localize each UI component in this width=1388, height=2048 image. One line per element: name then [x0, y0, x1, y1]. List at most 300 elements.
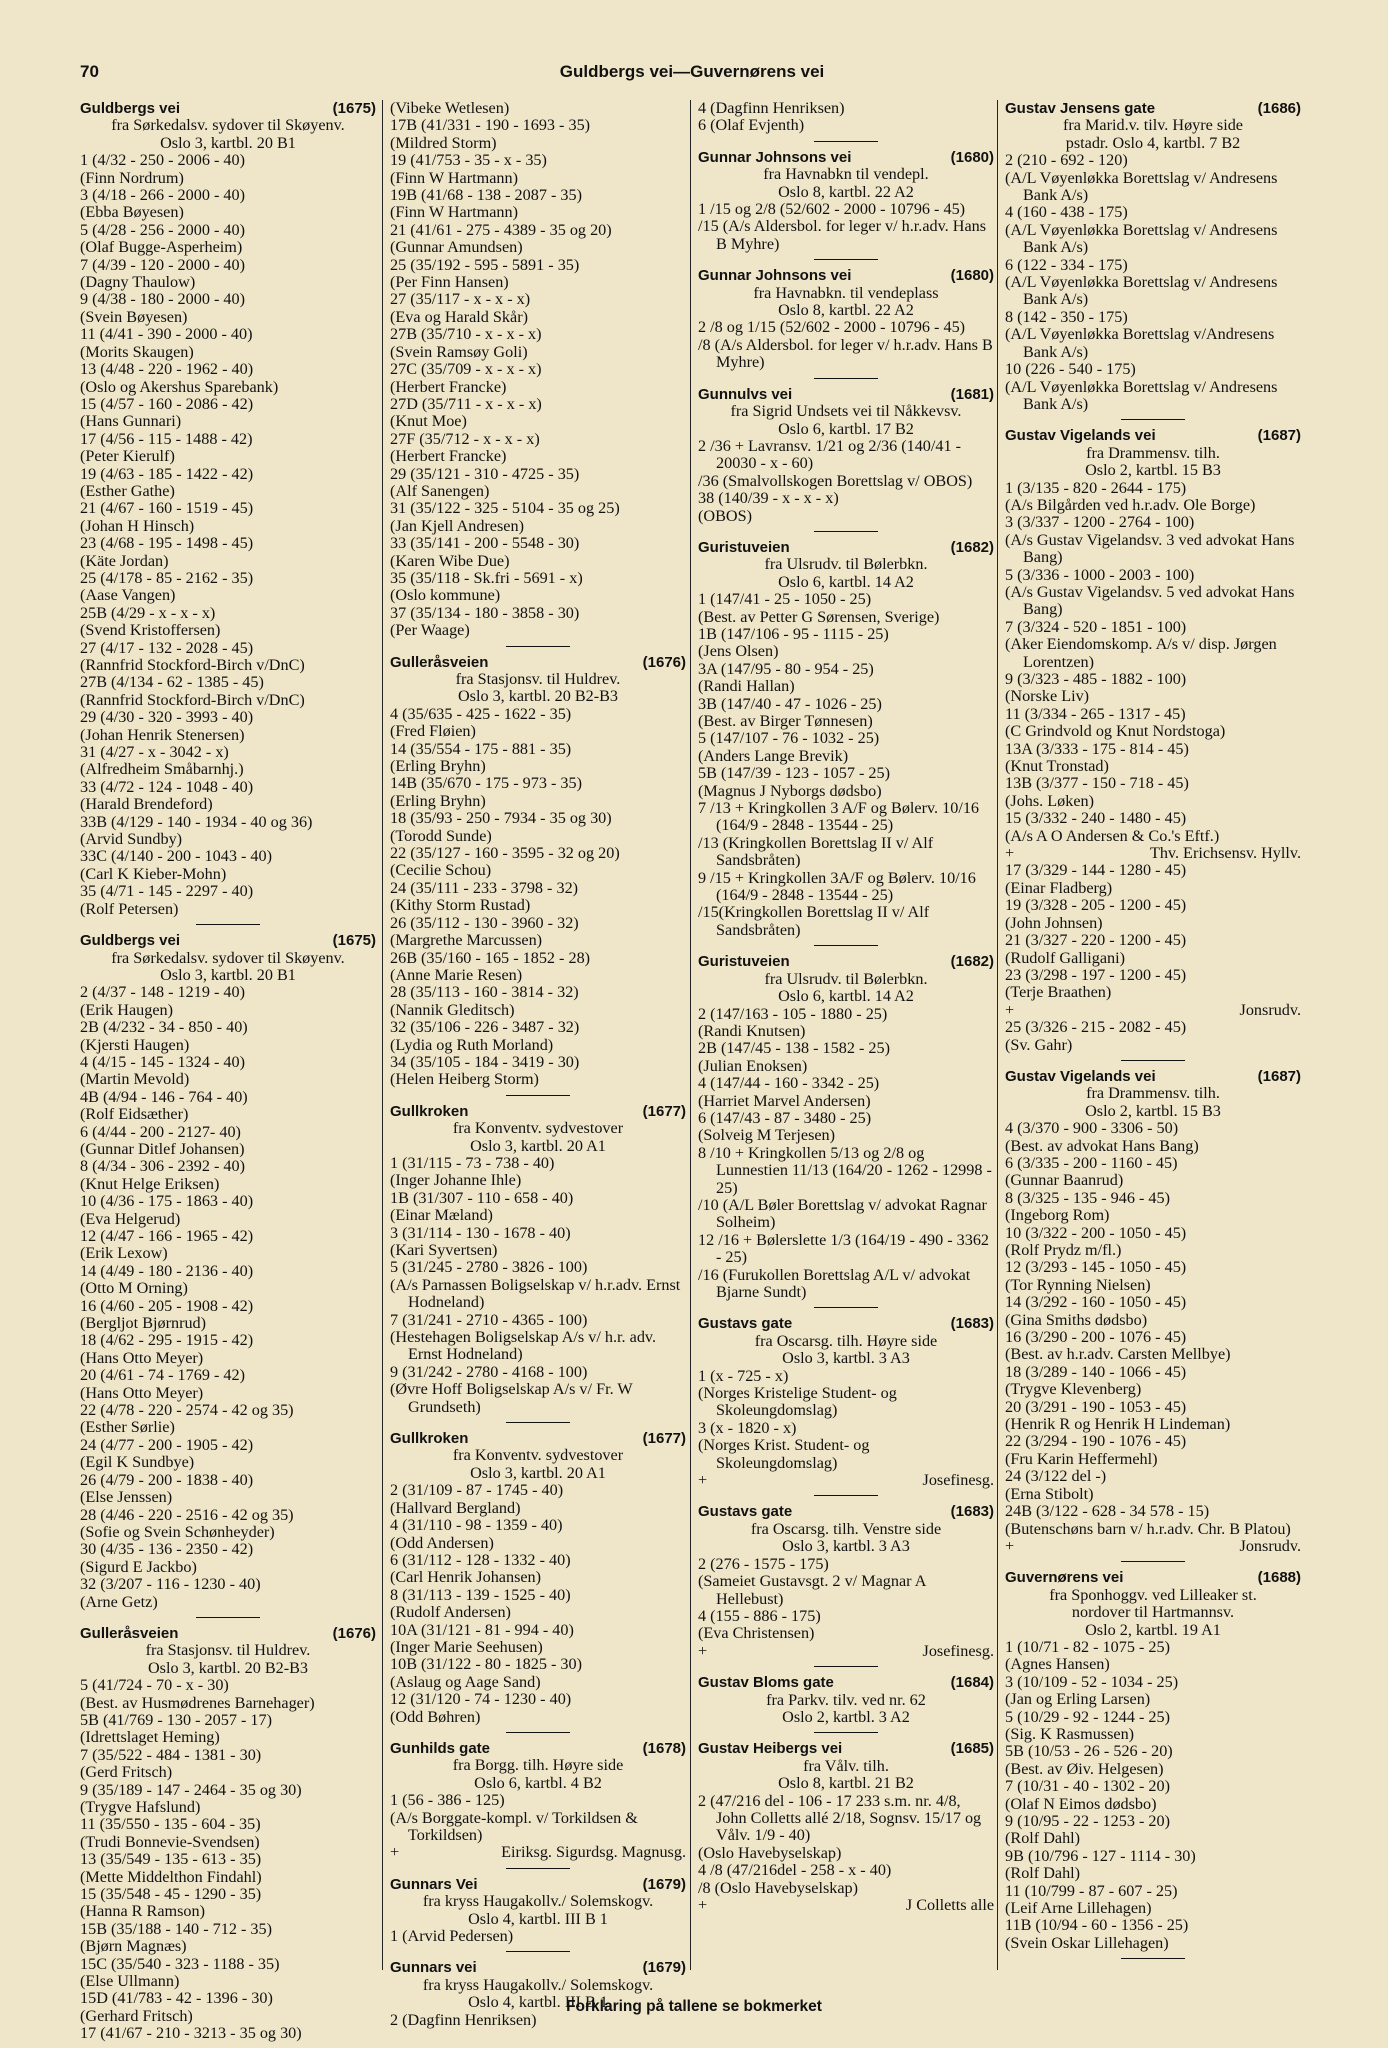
entry-line: (Esther Sørlie) [80, 1418, 175, 1437]
entry-line: 10B (31/122 - 80 - 1825 - 30) [390, 1655, 582, 1674]
street-code: (1676) [332, 1624, 376, 1642]
entry-line: 6 (3/335 - 200 - 1160 - 45) [1005, 1153, 1178, 1172]
street-range: fra Oscarsg. tilh. Høyre side [754, 1331, 938, 1350]
street-entry-continued [698, 100, 994, 135]
entry-line: 27D (35/711 - x - x - x) [390, 394, 542, 413]
cross-street-row [390, 1844, 686, 1861]
entry-line: (Rolf Prydz m/fl.) [1005, 1241, 1122, 1259]
entry-line: 5B (10/53 - 26 - 526 - 20) [1005, 1742, 1173, 1761]
entry-line: (Aslaug og Aage Sand) [390, 1672, 541, 1691]
entry-line: 8 (142 - 350 - 175) [1005, 307, 1128, 326]
entry-line: 6 (31/112 - 128 - 1332 - 40) [390, 1550, 571, 1569]
column-1 [80, 100, 376, 2043]
entry-line: 4 (35/635 - 425 - 1622 - 35) [390, 704, 572, 723]
entry-separator [814, 1732, 878, 1733]
entry-line: (Best. av Husmødrenes Barnehager) [80, 1693, 315, 1712]
entry-line: 25 (4/178 - 85 - 2162 - 35) [80, 568, 254, 587]
street-entry [390, 1740, 686, 1862]
entry-line: (A/L Vøyenløkka Borettslag v/ Andresens Bank A/s) [1005, 273, 1278, 309]
entry-line: 15 (4/57 - 160 - 2086 - 42) [80, 394, 254, 413]
entry-line: 1 (31/115 - 73 - 738 - 40) [390, 1153, 555, 1172]
entry-line: 4 (160 - 438 - 175) [1005, 203, 1128, 222]
street-entry [698, 539, 994, 939]
entry-line: (Olaf N Eimos dødsbo) [1005, 1794, 1157, 1813]
street-code: (1677) [642, 1102, 686, 1120]
street-heading [1005, 100, 1301, 117]
entry-line: (Randi Knutsen) [698, 1021, 806, 1040]
cross-street: J Colletts alle [905, 1896, 994, 1914]
entry-line: (Sameiet Gustavsgt. 2 v/ Magnar A Hellebust) [698, 1572, 926, 1608]
street-range: fra Sørkedalsv. sydover til Skøyenv. [111, 116, 345, 135]
entry-line: 3 (3/337 - 1200 - 2764 - 100) [1005, 513, 1195, 532]
entry-line: (Knut Moe) [390, 412, 467, 431]
entry-line: (Lydia og Ruth Morland) [390, 1035, 554, 1054]
entry-line: 15D (41/783 - 42 - 1396 - 30) [80, 1989, 273, 2008]
entry-line: (Herbert Francke) [390, 447, 507, 466]
entry-line: (Carl Henrik Johansen) [390, 1568, 542, 1587]
entry-line: (Erna Stibolt) [1005, 1484, 1094, 1503]
entry-line: 9B (10/796 - 127 - 1114 - 30) [1005, 1846, 1196, 1865]
street-range: Oslo 6, kartbl. 14 A2 [778, 987, 914, 1006]
street-range: fra Stasjonsv. til Huldrev. [145, 1641, 311, 1660]
entry-line: 15C (35/540 - 323 - 1188 - 35) [80, 1954, 280, 1973]
entry-line: (Butenschøns barn v/ h.r.adv. Chr. B Platou) [1005, 1519, 1291, 1538]
entry-line: 17B (41/331 - 190 - 1693 - 35) [390, 116, 591, 135]
entry-line: 12 /16 + Bølerslette 1/3 (164/19 - 490 - 3362 - 25) [698, 1230, 990, 1267]
street-range: Oslo 3, kartbl. 3 A3 [782, 1537, 910, 1556]
entry-line: 18 (35/93 - 250 - 7934 - 35 og 30) [390, 809, 612, 828]
entry-line: 4 (155 - 886 - 175) [698, 1606, 821, 1625]
street-range: Oslo 8, kartbl. 22 A2 [778, 182, 914, 201]
entry-line: (Bjørn Magnæs) [80, 1937, 187, 1956]
street-heading [390, 1103, 686, 1120]
entry-line: (Svein Ramsøy Goli) [390, 342, 528, 361]
plus-icon: + [1005, 1536, 1015, 1555]
entry-line: 28 (4/46 - 220 - 2516 - 42 og 35) [80, 1505, 294, 1524]
entry-line: (Hans Otto Meyer) [80, 1348, 204, 1367]
street-heading [698, 953, 994, 970]
entry-separator [506, 1095, 570, 1096]
entry-line: 13 (4/48 - 220 - 1962 - 40) [80, 360, 254, 379]
street-heading [698, 386, 994, 403]
street-name: Gulleråsveien [390, 653, 489, 671]
entry-line: (Fru Karin Heffermehl) [1005, 1449, 1158, 1468]
entry-line: 15B (35/188 - 140 - 712 - 35) [80, 1919, 272, 1938]
street-name: Gunnar Johnsons vei [698, 267, 852, 285]
street-code: (1677) [642, 1430, 686, 1448]
entry-line: 4 /8 (47/216del - 258 - x - 40) [698, 1861, 892, 1880]
entry-line: (Jan Kjell Andresen) [390, 516, 524, 535]
entry-line: 23 (4/68 - 195 - 1498 - 45) [80, 534, 254, 553]
entry-line: 3A (147/95 - 80 - 954 - 25) [698, 659, 874, 678]
entry-line: (Rolf Eidsæther) [80, 1105, 189, 1124]
street-range: pstadr. Oslo 4, kartbl. 7 B2 [1065, 133, 1241, 152]
cross-street: Eiriksg. Sigurdsg. Magnusg. [501, 1843, 686, 1862]
entry-line: (Käte Jordan) [80, 551, 169, 570]
entry-line: (Oslo kommune) [390, 586, 501, 605]
entry-line: (Jens Olsen) [698, 642, 779, 661]
entry-line: (A/s Gustav Vigelandsv. 5 ved advokat Hans Bang) [1005, 582, 1295, 619]
entry-line: (Martin Mevold) [80, 1070, 190, 1089]
street-name: Gunnars vei [390, 1959, 477, 1977]
street-name: Gunnars Vei [390, 1875, 478, 1893]
entry-line: 2 (Dagfinn Henriksen) [390, 2010, 537, 2029]
entry-line: (Hans Otto Meyer) [80, 1383, 204, 1402]
street-name: Guristuveien [698, 538, 790, 556]
entry-line: (Else Ullmann) [80, 1972, 180, 1991]
entry-line: (Margrethe Marcussen) [390, 931, 543, 950]
street-heading [80, 932, 376, 949]
entry-line: (Erik Lexow) [80, 1244, 168, 1263]
entry-line: 26 (35/112 - 130 - 3960 - 32) [390, 913, 579, 932]
column-4 [1005, 100, 1301, 1970]
street-entry [1005, 1569, 1301, 1952]
plus-icon: + [390, 1843, 400, 1862]
street-range: fra Parkv. tilv. ved nr. 62 [766, 1690, 926, 1709]
entry-line: 2 (210 - 692 - 120) [1005, 151, 1128, 170]
entry-line: 8 /10 + Kringkollen 5/13 og 2/8 og Lunnestien 11/13 (164/20 - 1262 - 12998 - 25) [698, 1143, 992, 1197]
entry-line: (Erik Haugen) [80, 1000, 174, 1019]
street-heading [1005, 1569, 1301, 1586]
street-entry [698, 386, 994, 525]
street-range: fra Sigrid Undsets vei til Nåkkevsv. [730, 402, 962, 421]
entry-line: (Torodd Sunde) [390, 826, 492, 845]
cross-street-row [698, 1643, 994, 1660]
entry-line: 21 (3/327 - 220 - 1200 - 45) [1005, 931, 1187, 950]
entry-line: (Best. av Petter G Sørensen, Sverige) [698, 607, 940, 626]
entry-line: 32 (3/207 - 116 - 1230 - 40) [80, 1575, 261, 1594]
entry-line: 28 (35/113 - 160 - 3814 - 32) [390, 983, 579, 1002]
entry-line: (Kithy Storm Rustad) [390, 896, 531, 915]
cross-street-row [698, 1897, 994, 1914]
entry-line: (Carl K Kieber-Mohn) [80, 864, 227, 883]
street-heading [1005, 1068, 1301, 1085]
entry-line: (A/L Vøyenløkka Borettslag v/ Andresens Bank A/s) [1005, 168, 1278, 205]
entry-line: 12 (31/120 - 74 - 1230 - 40) [390, 1690, 572, 1709]
entry-line: 14B (35/670 - 175 - 973 - 35) [390, 774, 582, 793]
entry-line: (Rudolf Andersen) [390, 1603, 511, 1622]
entry-line: (Olaf Bugge-Asperheim) [80, 238, 243, 257]
street-entry [390, 1876, 686, 1946]
entry-line: 7 (10/31 - 40 - 1302 - 20) [1005, 1777, 1170, 1796]
entry-line: 3B (147/40 - 47 - 1026 - 25) [698, 694, 882, 713]
street-name: Guldbergs vei [80, 100, 181, 117]
entry-line: 6 (4/44 - 200 - 2127- 40) [80, 1122, 241, 1141]
entry-line: (Svein Bøyesen) [80, 307, 188, 326]
entry-line: (Aker Eiendomskomp. A/s v/ disp. Jørgen Lorentzen) [1005, 635, 1277, 671]
entry-line: (Peter Kierulf) [80, 447, 175, 466]
street-code: (1681) [950, 385, 994, 403]
street-entry [80, 1625, 376, 2043]
entry-line: 11 (10/799 - 87 - 607 - 25) [1005, 1881, 1178, 1900]
entry-line: 14 (3/292 - 160 - 1050 - 45) [1005, 1293, 1187, 1312]
entry-line: (Rolf Dahl) [1005, 1864, 1081, 1883]
entry-line: 35 (4/71 - 145 - 2297 - 40) [80, 882, 254, 901]
entry-line: (Knut Tronstad) [1005, 757, 1109, 776]
entry-line: 5 (147/107 - 76 - 1032 - 25) [698, 729, 880, 748]
entry-line: 16 (4/60 - 205 - 1908 - 42) [80, 1296, 254, 1315]
entry-line: 5 (41/724 - 70 - x - 30) [80, 1676, 229, 1695]
street-name: Gustav Vigelands vei [1005, 1067, 1156, 1085]
street-range: fra Drammensv. tilh. [1086, 1084, 1220, 1103]
entry-line: (Trygve Klevenberg) [1005, 1380, 1142, 1399]
plus-icon: + [1005, 844, 1015, 863]
entry-line: (Karen Wibe Due) [390, 551, 510, 570]
entry-line: (Einar Mæland) [390, 1206, 493, 1225]
entry-line: /15 (A/s Aldersbol. for leger v/ h.r.adv. Hans B Myhre) [698, 217, 987, 253]
cross-street-row [1005, 845, 1301, 862]
entry-line: 4 (31/110 - 98 - 1359 - 40) [390, 1516, 563, 1535]
street-entry [698, 1503, 994, 1660]
entry-line: (Arne Getz) [80, 1592, 158, 1611]
entry-line: 3 (10/109 - 52 - 1034 - 25) [1005, 1672, 1179, 1691]
entry-line: 8 (3/325 - 135 - 946 - 45) [1005, 1188, 1170, 1207]
entry-line: 35 (35/118 - Sk.fri - 5691 - x) [390, 568, 583, 587]
entry-line: (Per Finn Hansen) [390, 273, 509, 292]
entry-line: (Egil K Sundbye) [80, 1453, 195, 1472]
entry-line: 20 (4/61 - 74 - 1769 - 42) [80, 1366, 245, 1385]
entry-line: (Einar Fladberg) [1005, 878, 1113, 897]
entry-line: 4 (4/15 - 145 - 1324 - 40) [80, 1052, 245, 1071]
entry-line: (Sofie og Svein Schønheyder) [80, 1522, 275, 1541]
street-range: Oslo 2, kartbl. 3 A2 [782, 1707, 910, 1726]
street-code: (1679) [642, 1959, 686, 1977]
street-range: Oslo 3, kartbl. 3 A3 [782, 1349, 910, 1368]
entry-line: (Agnes Hansen) [1005, 1655, 1110, 1674]
entry-line: 33 (4/72 - 124 - 1048 - 40) [80, 777, 254, 796]
street-range: fra Havnabkn. til vendeplass [753, 283, 939, 302]
entry-line: 11B (10/94 - 60 - 1356 - 25) [1005, 1916, 1189, 1935]
entry-line: (Morits Skaugen) [80, 342, 194, 361]
entry-line: (Hans Gunnari) [80, 412, 182, 431]
entry-line: (Anders Lange Brevik) [698, 746, 849, 765]
entry-line: 7 (31/241 - 2710 - 4365 - 100) [390, 1310, 588, 1329]
entry-line: 25 (35/192 - 595 - 5891 - 35) [390, 255, 580, 274]
street-heading [390, 654, 686, 671]
entry-line: (Esther Gathe) [80, 481, 175, 500]
street-heading [80, 1625, 376, 1642]
entry-line: (Nannik Gleditsch) [390, 1000, 515, 1019]
entry-line: (Eva og Harald Skår) [390, 307, 528, 326]
entry-line: 18 (3/289 - 140 - 1066 - 45) [1005, 1362, 1187, 1381]
entry-line: 1B (147/106 - 95 - 1115 - 25) [698, 624, 889, 643]
entry-line: 29 (35/121 - 310 - 4725 - 35) [390, 464, 580, 483]
entry-line: (Inger Johanne Ihle) [390, 1171, 522, 1190]
street-range: fra Drammensv. tilh. [1086, 443, 1220, 462]
street-heading [698, 1740, 994, 1757]
entry-line: (Bergljot Bjørnrud) [80, 1314, 207, 1333]
entry-line: (Norges Krist. Student- og Skoleungdomslag) [698, 1436, 870, 1472]
entry-line: 2 (47/216 del - 106 - 17 233 s.m. nr. 4/8, John Colletts allé 2/18, Sognsv. 15/17 og Vålv. 1/9 - 40) [698, 1791, 982, 1845]
entry-line: (Oslo Havebyselskap) [698, 1843, 842, 1862]
street-range: Oslo 2, kartbl. 15 B3 [1085, 461, 1221, 480]
entry-line: 19 (3/328 - 205 - 1200 - 45) [1005, 896, 1187, 915]
street-entry [698, 267, 994, 371]
street-heading [698, 1315, 994, 1332]
entry-line: /10 (A/L Bøler Borettslag v/ advokat Ragnar Solheim) [698, 1195, 987, 1232]
entry-line: 17 (3/329 - 144 - 1280 - 45) [1005, 861, 1187, 880]
street-range: fra Sørkedalsv. sydover til Skøyenv. [111, 948, 345, 967]
street-range: Oslo 2, kartbl. 15 B3 [1085, 1101, 1221, 1120]
cross-street: Josefinesg. [922, 1471, 994, 1490]
entry-line: (Sv. Gahr) [1005, 1035, 1073, 1054]
entry-line: /8 (A/s Aldersbol. for leger v/ h.r.adv. Hans B Myhre) [698, 335, 993, 372]
street-entry [698, 149, 994, 253]
cross-street: Jonsrudv. [1239, 1000, 1301, 1019]
entry-line: (Julian Enoksen) [698, 1056, 808, 1075]
entry-line: 5B (147/39 - 123 - 1057 - 25) [698, 764, 890, 783]
entry-line: 32 (35/106 - 226 - 3487 - 32) [390, 1018, 580, 1037]
entry-line: (Solveig M Terjesen) [698, 1126, 836, 1145]
street-name: Gustav Bloms gate [698, 1674, 834, 1692]
entry-line: 10 (226 - 540 - 175) [1005, 360, 1136, 379]
entry-line: (Hanna R Ramson) [80, 1902, 205, 1921]
entry-line: 37 (35/134 - 180 - 3858 - 30) [390, 603, 580, 622]
entry-line: (Mette Middelthon Findahl) [80, 1867, 262, 1886]
street-name: Gunnar Johnsons vei [698, 148, 852, 166]
street-entry [390, 654, 686, 1089]
entry-line: (Eva Helgerud) [80, 1209, 181, 1228]
cross-street: Thv. Erichsensv. Hyllv. [1149, 844, 1301, 863]
street-entry [1005, 427, 1301, 1054]
entry-line: 1 (4/32 - 250 - 2006 - 40) [80, 151, 245, 170]
cross-street-row [1005, 1538, 1301, 1555]
street-range: fra Borgg. tilh. Høyre side [452, 1756, 624, 1775]
cross-street: Jonsrudv. [1239, 1536, 1301, 1555]
entry-line: (Harriet Marvel Andersen) [698, 1091, 871, 1110]
entry-line: 5 (4/28 - 256 - 2000 - 40) [80, 220, 245, 239]
entry-line: (A/s Parnassen Boligselskap v/ h.r.adv. Ernst Hodneland) [390, 1275, 681, 1312]
entry-line: 22 (4/78 - 220 - 2574 - 42 og 35) [80, 1401, 294, 1420]
entry-line: 16 (3/290 - 200 - 1076 - 45) [1005, 1328, 1187, 1347]
entry-separator [814, 1666, 878, 1667]
column-3 [698, 100, 994, 1970]
entry-line: (Sig. K Rasmussen) [1005, 1724, 1135, 1743]
page-number: 70 [80, 62, 99, 81]
street-entry [80, 932, 376, 1611]
entry-line: 19 (41/753 - 35 - x - 35) [390, 151, 547, 170]
entry-line: (Dagny Thaulow) [80, 273, 196, 292]
street-code: (1684) [950, 1674, 994, 1692]
entry-separator [1121, 419, 1185, 420]
entry-line: 7 (3/324 - 520 - 1851 - 100) [1005, 617, 1187, 636]
entry-line: 24 (3/122 del -) [1005, 1467, 1107, 1486]
entry-line: (Svein Oskar Lillehagen) [1005, 1933, 1169, 1952]
entry-line: 6 (Olaf Evjenth) [698, 116, 805, 135]
street-name: Gustav Heibergs vei [698, 1740, 843, 1758]
entry-line: (Idrettslaget Heming) [80, 1728, 220, 1747]
street-range: fra kryss Haugakollv./ Solemskogv. [422, 1975, 654, 1994]
entry-line: (Tor Rynning Nielsen) [1005, 1275, 1151, 1294]
entry-line: 8 (31/113 - 139 - 1525 - 40) [390, 1585, 571, 1604]
entry-line: 15 (3/332 - 240 - 1480 - 45) [1005, 809, 1187, 828]
entry-line: (Helen Heiberg Storm) [390, 1070, 539, 1089]
street-range: fra Konventv. sydvestover [452, 1446, 624, 1465]
entry-line: (A/L Vøyenløkka Borettslag v/ Andresens Bank A/s) [1005, 220, 1278, 257]
entry-line: (Johs. Løken) [1005, 791, 1095, 810]
entry-line: 1 (3/135 - 820 - 2644 - 175) [1005, 478, 1187, 497]
entry-line: (Magnus J Nyborgs dødsbo) [698, 781, 882, 800]
entry-separator [814, 141, 878, 142]
entry-line: 19 (4/63 - 185 - 1422 - 42) [80, 464, 254, 483]
entry-line: (Aase Vangen) [80, 586, 176, 605]
entry-line: 25B (4/29 - x - x - x) [80, 603, 216, 622]
entry-line: (Cecilie Schou) [390, 861, 492, 880]
entry-line: (Sigurd E Jackbo) [80, 1557, 197, 1576]
plus-icon: + [698, 1471, 708, 1490]
entry-line: 24 (4/77 - 200 - 1905 - 42) [80, 1435, 254, 1454]
entry-line: 22 (3/294 - 190 - 1076 - 45) [1005, 1432, 1187, 1451]
entry-line: 9 /15 + Kringkollen 3A/F og Bølerv. 10/16 (164/9 - 2848 - 13544 - 25) [698, 868, 976, 905]
street-code: (1682) [950, 538, 994, 556]
entry-separator [506, 1422, 570, 1423]
street-entry [390, 1103, 686, 1416]
entry-line: 7 (4/39 - 120 - 2000 - 40) [80, 255, 245, 274]
entry-line: 3 (4/18 - 266 - 2000 - 40) [80, 186, 245, 205]
entry-line: (Alfredheim Småbarnhj.) [80, 760, 244, 779]
street-range: fra Sponhoggv. ved Lilleaker st. [1049, 1585, 1257, 1604]
entry-line: 1 (x - 725 - x) [698, 1366, 789, 1385]
entry-separator [814, 378, 878, 379]
street-name: Guldbergs vei [80, 932, 181, 950]
street-name: Gunhilds gate [390, 1739, 491, 1757]
entry-line: /15(Kringkollen Borettslag II v/ Alf Sandsbråten) [698, 903, 930, 939]
street-code: (1675) [332, 100, 376, 117]
street-name: Gustavs gate [698, 1315, 793, 1333]
entry-line: /36 (Smalvollskogen Borettslag v/ OBOS) [698, 471, 973, 490]
entry-line: 4 (Dagfinn Henriksen) [698, 99, 845, 117]
entry-line: (Oslo og Akershus Sparebank) [80, 377, 279, 396]
entry-line: 2 /36 + Lavransv. 1/21 og 2/36 (140/41 - 20030 - x - 60) [698, 436, 961, 473]
entry-line: (Norges Kristelige Student- og Skoleungdomslag) [698, 1384, 897, 1420]
street-heading [698, 1674, 994, 1691]
street-entry [390, 1430, 686, 1726]
entry-line: (Finn W Hartmann) [390, 203, 518, 222]
entry-line: 24 (35/111 - 233 - 3798 - 32) [390, 878, 579, 897]
entry-line: 21 (4/67 - 160 - 1519 - 45) [80, 499, 254, 518]
entry-line: (Arvid Sundby) [80, 830, 183, 849]
entry-line: 17 (41/67 - 210 - 3213 - 35 og 30) [80, 2024, 302, 2043]
entry-line: 2 /8 og 1/15 (52/602 - 2000 - 10796 - 45) [698, 318, 966, 337]
street-range: Oslo 3, kartbl. 20 B2-B3 [457, 687, 619, 706]
entry-line: 3 (x - 1820 - x) [698, 1418, 797, 1437]
column-2 [390, 99, 686, 2029]
entry-separator [506, 1868, 570, 1869]
street-range: fra Marid.v. tilv. Høyre side [1063, 116, 1243, 135]
entry-line: 5B (41/769 - 130 - 2057 - 17) [80, 1710, 272, 1729]
street-heading [698, 539, 994, 556]
entry-separator [506, 646, 570, 647]
street-heading [390, 1959, 686, 1976]
plus-icon: + [698, 1641, 708, 1660]
entry-line: (John Johnsen) [1005, 913, 1103, 932]
entry-line: 38 (140/39 - x - x - x) [698, 489, 839, 508]
entry-line: (Trygve Hafslund) [80, 1798, 201, 1816]
entry-line: 1 (147/41 - 25 - 1050 - 25) [698, 590, 872, 609]
entry-line: 14 (35/554 - 175 - 881 - 35) [390, 739, 572, 758]
entry-line: (Best. av Birger Tønnesen) [698, 712, 873, 730]
entry-line: 27C (35/709 - x - x - x) [390, 360, 542, 379]
entry-line: 31 (35/122 - 325 - 5104 - 35 og 25) [390, 499, 620, 518]
entry-line: (Henrik R og Henrik H Lindeman) [1005, 1415, 1231, 1434]
street-heading [390, 1876, 686, 1893]
entry-line: 31 (4/27 - x - 3042 - x) [80, 743, 229, 762]
entry-line: (Hestehagen Boligselskap A/s v/ h.r. adv. Ernst Hodneland) [390, 1328, 657, 1364]
street-heading [1005, 427, 1301, 444]
entry-line: (Odd Bøhren) [390, 1707, 481, 1726]
entry-line: (Johan Henrik Stenersen) [80, 725, 245, 744]
entry-line: (Svend Kristoffersen) [80, 621, 221, 640]
